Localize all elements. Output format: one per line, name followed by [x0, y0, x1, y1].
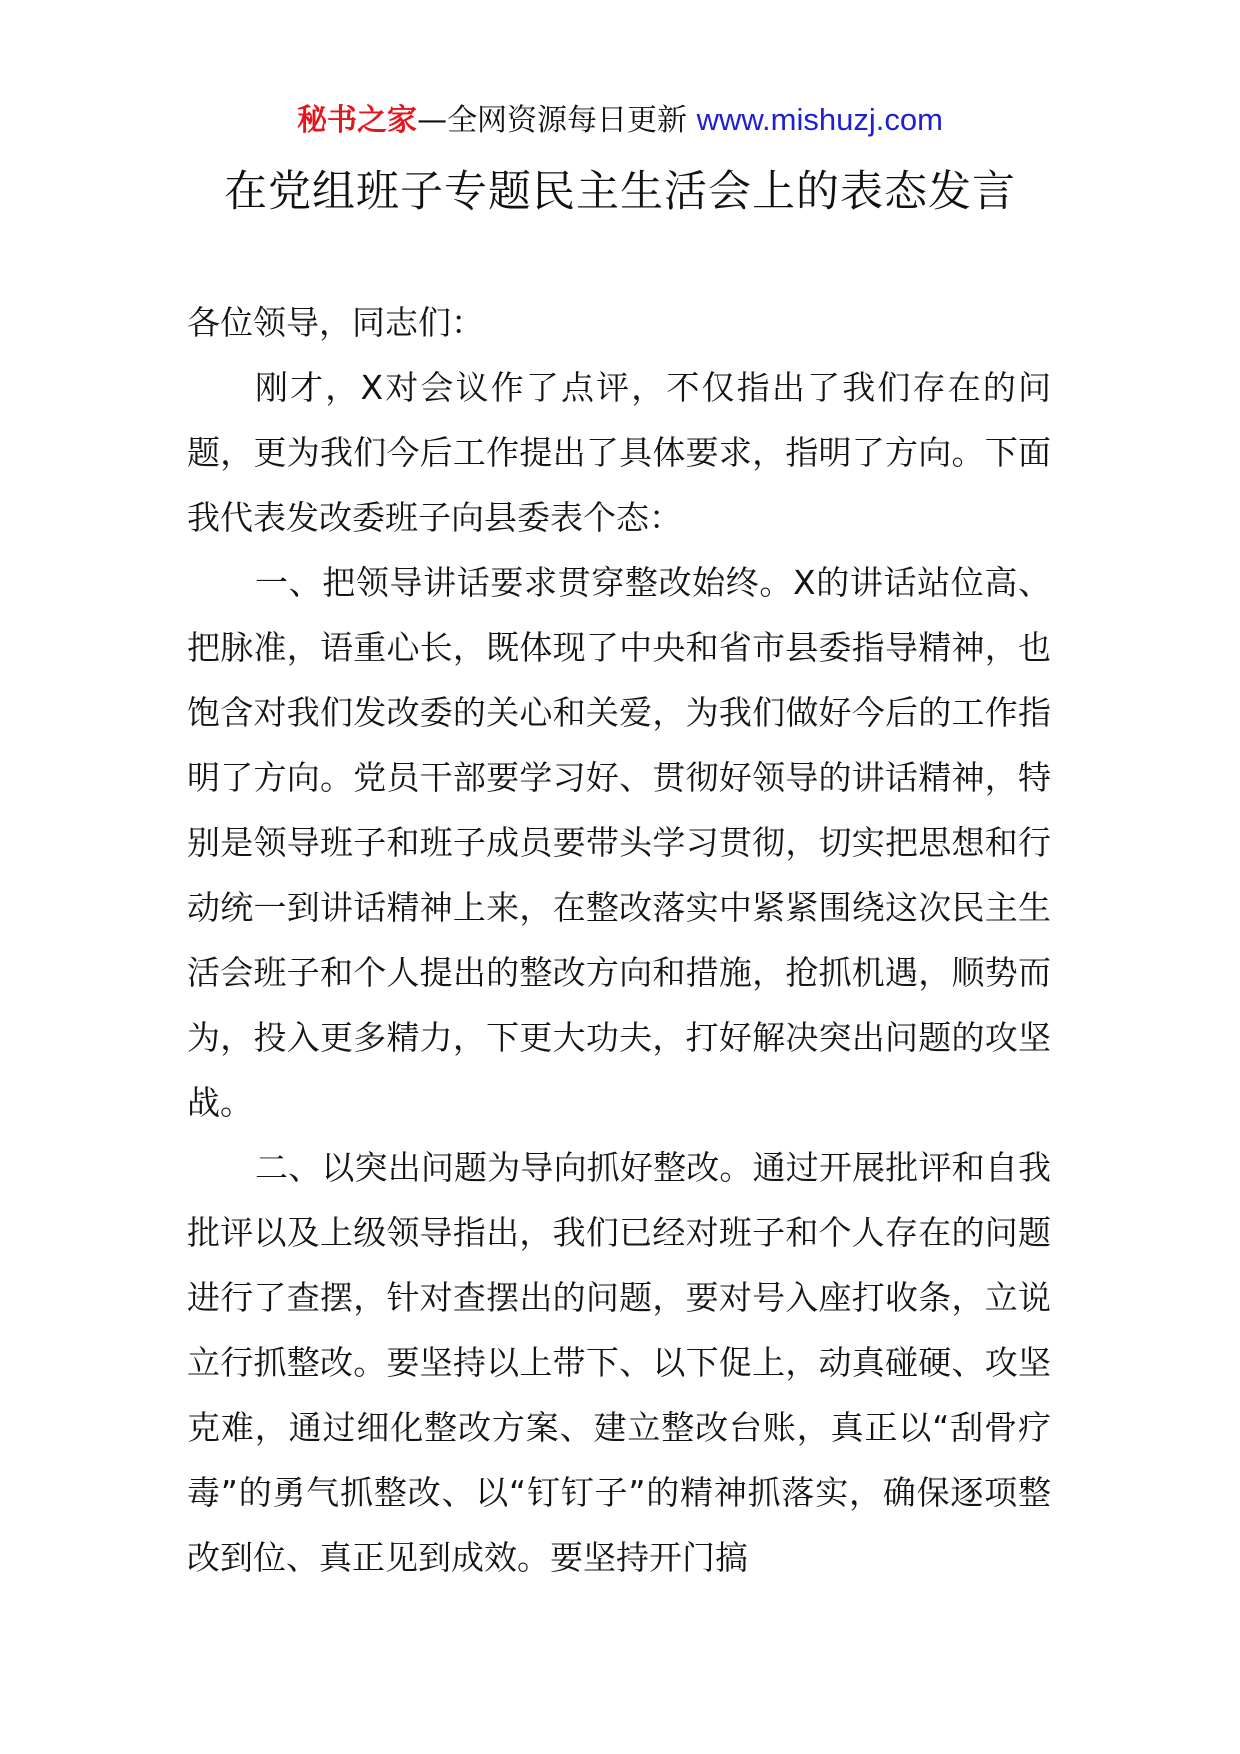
salutation: 各位领导，同志们： [187, 303, 484, 342]
site-url-link[interactable]: www.mishuzj.com [696, 102, 943, 137]
document-body [187, 290, 1051, 1590]
document-title: 在党组班子专题民主生活会上的表态发言 [224, 167, 1016, 217]
paragraph-point-one: 一、把领导讲话要求贯穿整改始终。X的讲话站位高、把脉准，语重心长，既体现了中央和省市县委指导精神，也饱含对我们发改委的关心和关爱，为我们做好今后的工作指明了方向。党员干部要学习好、贯彻好领导的讲话精神，特别是领导班子和班子成员要带头学习贯彻，切实把思想和行动统一到讲话精神上来，在整改落实中紧紧围绕这次民主生活会班子和个人提出的整改方向和措施，抢抓机遇，顺势而为，投入更多精力，下更大功夫，打好解决突出问题的攻坚战。 [187, 563, 1051, 1122]
paragraph-point-two: 二、以突出问题为导向抓好整改。通过开展批评和自我批评以及上级领导指出，我们已经对班子和个人存在的问题进行了查摆，针对查摆出的问题，要对号入座打收条，立说立行抓整改。要坚持以上带下、以下促上，动真碰硬、攻坚克难，通过细化整改方案、建立整改台账，真正以“刮骨疗毒”的勇气抓整改、以“钉钉子”的精神抓落实，确保逐项整改到位、真正见到成效。要坚持开门搞 [187, 1148, 1051, 1577]
paragraph-intro: 刚才，X对会议作了点评，不仅指出了我们存在的问题，更为我们今后工作提出了具体要求，指明了方向。下面我代表发改委班子向县委表个态： [187, 368, 1051, 537]
site-banner [0, 98, 1240, 143]
site-brand-name: 秘书之家 [297, 103, 418, 138]
site-tagline: —全网资源每日更新 [417, 103, 688, 138]
